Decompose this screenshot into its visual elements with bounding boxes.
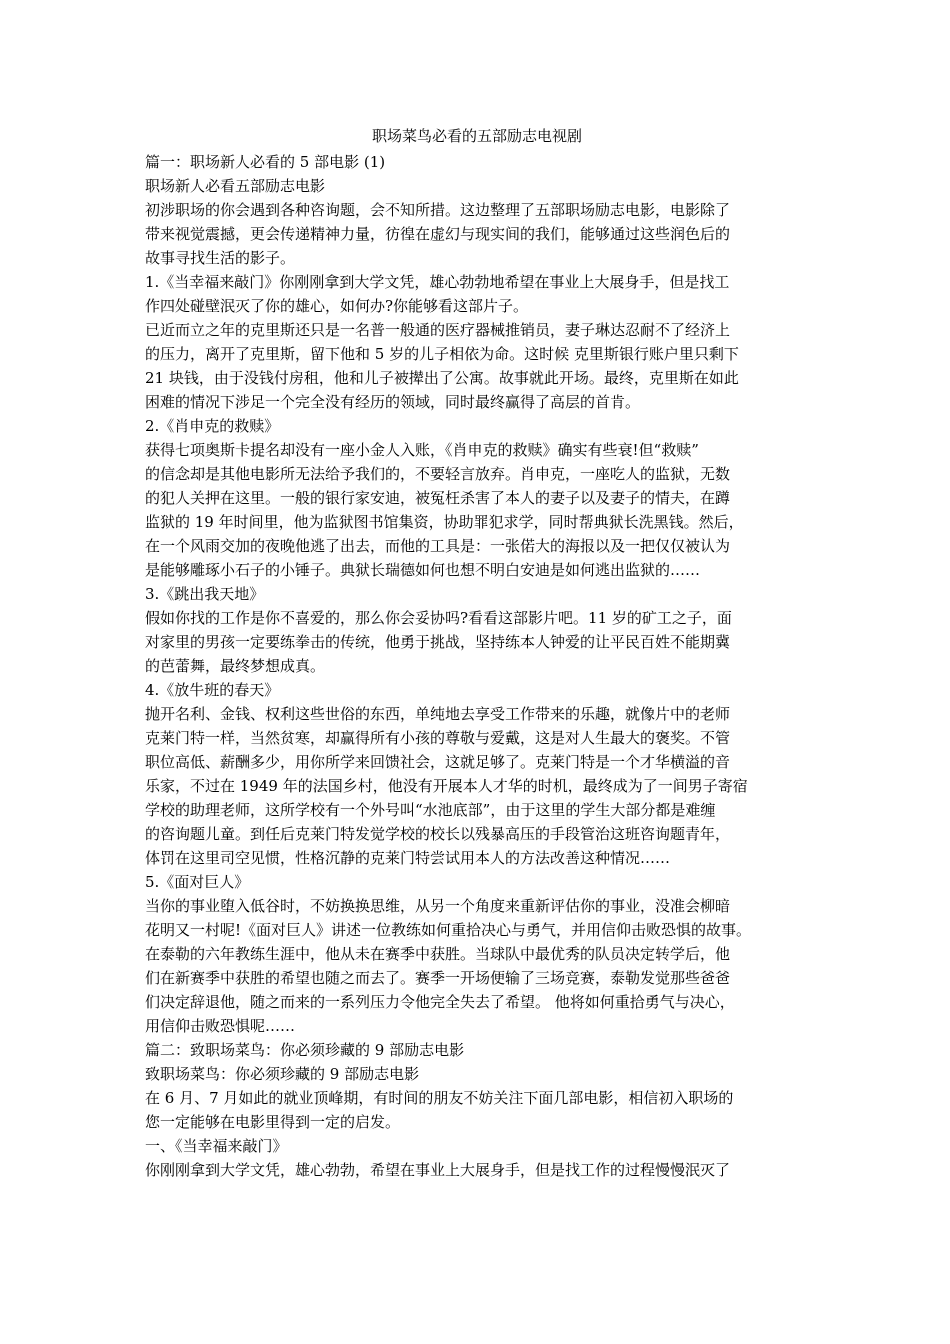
text-line: 篇二：致职场菜鸟：你必须珍藏的 9 部励志电影 [145, 1041, 465, 1059]
text-line: 作四处碰壁泯灭了你的雄心，如何办?你能够看这部片子。 [145, 297, 529, 315]
text-line: 对家里的男孩一定要练拳击的传统，他勇于挑战，坚持练本人钟爱的让平民百姓不能期冀 [145, 633, 731, 651]
text-line: 1.《当幸福来敲门》你刚刚拿到大学文凭，雄心勃勃地希望在事业上大展身手，但是找工 [145, 273, 730, 291]
text-line: 监狱的 19 年时间里，他为监狱图书馆集资，协助罪犯求学，同时帮典狱长洗黑钱。然后， [145, 513, 744, 531]
text-line: 带来视觉震撼，更会传递精神力量，彷徨在虚幻与现实间的我们，能够通过这些润色后的 [145, 225, 731, 243]
text-line: 的压力，离开了克里斯，留下他和 5 岁的儿子相依为命。这时候 克里斯银行账户里只剩下 [145, 345, 739, 363]
text-line: 抛开名利、金钱、权利这些世俗的东西，单纯地去享受工作带来的乐趣，就像片中的老师 [145, 705, 731, 723]
text-line: 们在新赛季中获胜的希望也随之而去了。赛季一开场便输了三场竞赛，泰勒发觉那些爸爸 [145, 969, 731, 987]
text-line: 乐家，不过在 1949 年的法国乡村，他没有开展本人才华的时机，最终成为了一间男子寄宿 [145, 777, 748, 795]
text-line: 故事寻找生活的影子。 [145, 249, 296, 267]
text-line: 在 6 月、7 月如此的就业顶峰期，有时间的朋友不妨关注下面几部电影，相信初入职场的 [145, 1089, 734, 1107]
document-title: 职场菜鸟必看的五部励志电视剧 [371, 127, 582, 145]
text-line: 4.《放牛班的春天》 [145, 681, 280, 699]
text-line: 获得七项奥斯卡提名却没有一座小金人入账，《肖申克的救赎》确实有些衰!但“救赎” [145, 441, 699, 459]
text-line: 学校的助理老师，这所学校有一个外号叫“水池底部”，由于这里的学生大部分都是难缠 [145, 801, 716, 819]
text-line: 困难的情况下涉足一个完全没有经历的领域，同时最终赢得了高层的首肯。 [145, 393, 641, 411]
text-line: 的芭蕾舞，最终梦想成真。 [145, 657, 326, 675]
text-line: 3.《跳出我天地》 [145, 585, 265, 603]
text-line: 致职场菜鸟：你必须珍藏的 9 部励志电影 [145, 1065, 420, 1083]
text-line: 初涉职场的你会遇到各种咨询题，会不知所措。这边整理了五部职场励志电影，电影除了 [145, 201, 731, 219]
text-line: 您一定能够在电影里得到一定的启发。 [145, 1113, 401, 1131]
text-line: 们决定辞退他，随之而来的一系列压力令他完全失去了希望。 他将如何重拾勇气与决心， [145, 993, 735, 1011]
document-body [145, 150, 809, 1182]
text-line: 的咨询题儿童。到任后克莱门特发觉学校的校长以残暴高压的手段管治这班咨询题青年， [145, 825, 731, 843]
text-line: 体罚在这里司空见惯，性格沉静的克莱门特尝试用本人的方法改善这种情况…… [145, 849, 671, 867]
text-line: 21 块钱，由于没钱付房租，他和儿子被撵出了公寓。故事就此开场。最终，克里斯在如此 [145, 369, 739, 387]
text-line: 职场新人必看五部励志电影 [145, 177, 326, 195]
text-line: 当你的事业堕入低谷时，不妨换换思维，从另一个角度来重新评估你的事业，没准会柳暗 [145, 897, 731, 915]
text-line: 假如你找的工作是你不喜爱的，那么你会妥协吗?看看这部影片吧。11 岁的矿工之子，面 [145, 609, 732, 627]
text-line: 克莱门特一样，当然贫寒，却赢得所有小孩的尊敬与爱戴，这是对人生最大的褒奖。不管 [145, 729, 731, 747]
text-line: 的信念却是其他电影所无法给予我们的，不要轻言放弃。肖申克，一座吃人的监狱，无数 [145, 465, 731, 483]
text-line: 职位高低、薪酬多少，用你所学来回馈社会，这就足够了。克莱门特是一个才华横溢的音 [145, 753, 731, 771]
text-line: 花明又一村呢!《面对巨人》讲述一位教练如何重拾决心与勇气，并用信仰击败恐惧的故事。 [145, 921, 752, 939]
text-line: 2.《肖申克的救赎》 [145, 417, 280, 435]
text-line: 在一个风雨交加的夜晚他逃了出去，而他的工具是：一张偌大的海报以及一把仅仅被认为 [145, 537, 731, 555]
document-page [145, 126, 809, 1182]
text-line: 是能够雕琢小石子的小锤子。典狱长瑞德如何也想不明白安迪是如何逃出监狱的…… [145, 561, 701, 579]
text-line: 你刚刚拿到大学文凭，雄心勃勃，希望在事业上大展身手，但是找工作的过程慢慢泯灭了 [145, 1161, 731, 1179]
text-line: 篇一：职场新人必看的 5 部电影 (1) [145, 153, 386, 171]
text-line: 的犯人关押在这里。一般的银行家安迪，被冤枉杀害了本人的妻子以及妻子的情夫，在蹲 [145, 489, 731, 507]
text-line: 一、《当幸福来敲门》 [145, 1137, 288, 1155]
text-line: 已近而立之年的克里斯还只是一名普一般通的医疗器械推销员，妻子琳达忍耐不了经济上 [145, 321, 731, 339]
text-line: 5.《面对巨人》 [145, 873, 250, 891]
text-line: 用信仰击败恐惧呢…… [145, 1017, 296, 1035]
text-line: 在泰勒的六年教练生涯中，他从未在赛季中获胜。当球队中最优秀的队员决定转学后，他 [145, 945, 731, 963]
